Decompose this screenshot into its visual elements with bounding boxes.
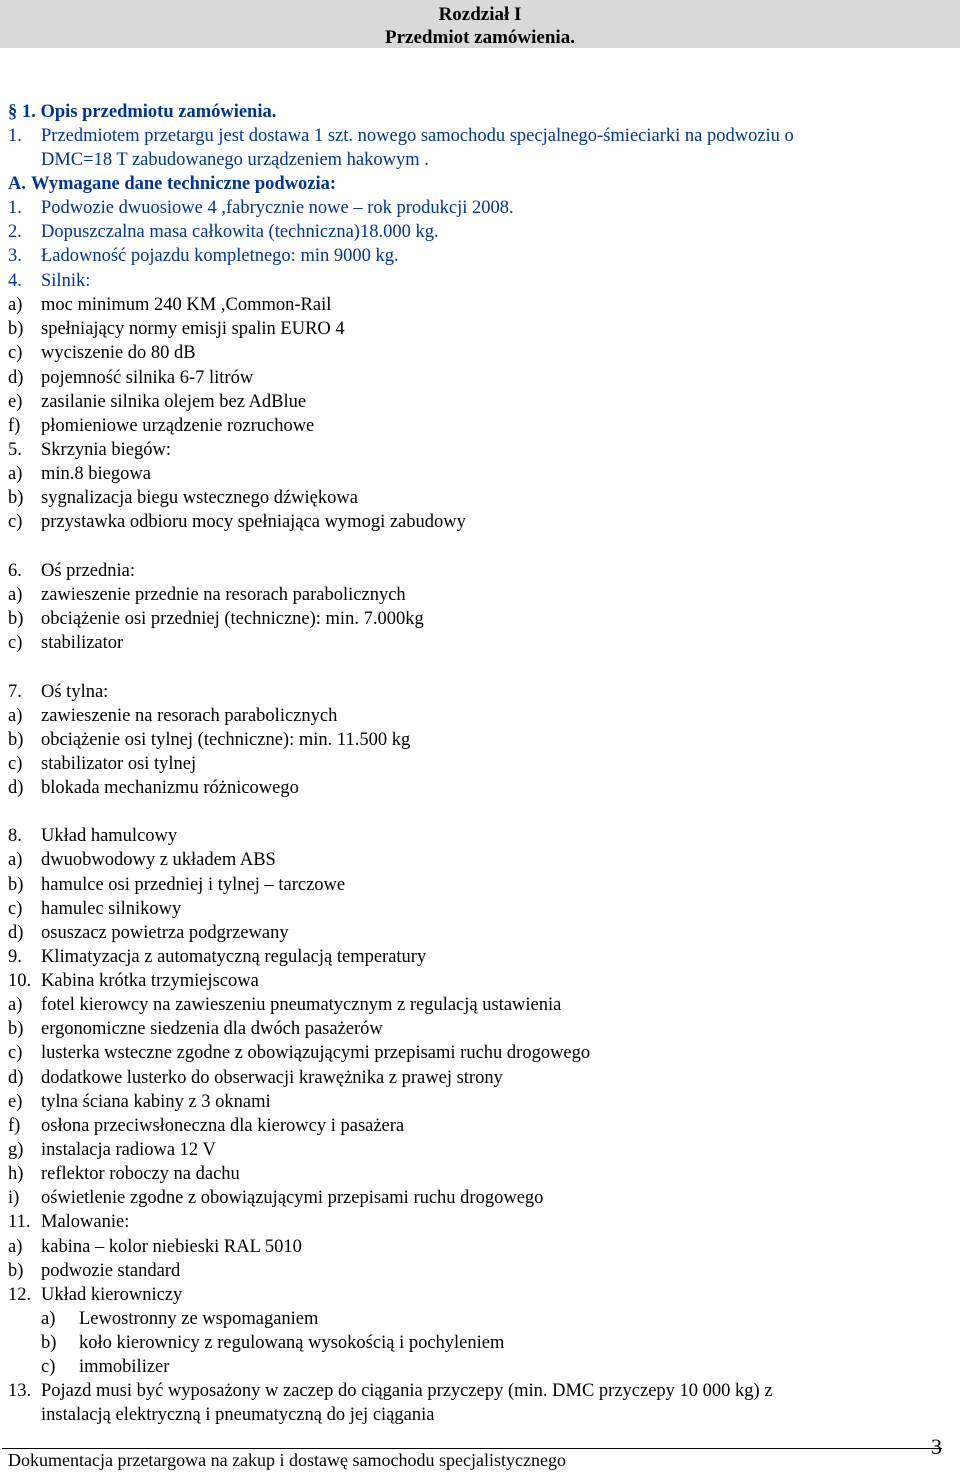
item-number: c) xyxy=(8,1043,23,1063)
item-text: tylna ściana kabiny z 3 oknami xyxy=(41,1092,271,1112)
item-number: b) xyxy=(8,875,24,895)
item-text: Podwozie dwuosiowe 4 ,fabrycznie nowe – rok produkcji 2008. xyxy=(41,198,514,218)
item-number: d) xyxy=(8,923,24,943)
item-number: h) xyxy=(8,1164,24,1184)
item-number: e) xyxy=(8,392,23,412)
item-number: f) xyxy=(8,1116,21,1136)
item-text: lusterka wsteczne zgodne z obowiązującymi przepisami ruchu drogowego xyxy=(41,1043,591,1063)
item-number: 6. xyxy=(8,561,22,581)
item-text: zawieszenie przednie na resorach parabolicznych xyxy=(41,585,406,605)
item-number: 4. xyxy=(8,271,22,291)
item-number: b) xyxy=(8,730,24,750)
section-header xyxy=(0,0,960,48)
item-text: osłona przeciwsłoneczna dla kierowcy i pasażera xyxy=(41,1116,405,1136)
item-text: wyciszenie do 80 dB xyxy=(41,343,196,363)
item-text: zawieszenie na resorach parabolicznych xyxy=(41,706,338,726)
item-number: c) xyxy=(41,1357,56,1377)
item-text: Lewostronny ze wspomaganiem xyxy=(79,1309,319,1329)
page-number: 3 xyxy=(931,1434,942,1459)
item-number: b) xyxy=(8,609,24,629)
item-number: a) xyxy=(8,464,23,484)
item-text: reflektor roboczy na dachu xyxy=(41,1164,240,1184)
item-text: hamulce osi przedniej i tylnej – tarczowe xyxy=(41,875,346,895)
item-text: Kabina krótka trzymiejscowa xyxy=(41,971,259,991)
item-text: Układ kierowniczy xyxy=(41,1285,183,1305)
item-text: przystawka odbioru mocy spełniająca wymogi zabudowy xyxy=(41,512,466,532)
item-text: obciążenie osi tylnej (techniczne): min. 11.500 kg xyxy=(41,730,411,750)
item-text: koło kierownicy z regulowaną wysokością i pochyleniem xyxy=(79,1333,505,1353)
page-footer xyxy=(0,1448,960,1472)
item-text: pojemność silnika 6-7 litrów xyxy=(41,368,254,388)
item-number: 12. xyxy=(8,1285,32,1305)
item-number: d) xyxy=(8,778,24,798)
item-number: a) xyxy=(8,1237,23,1257)
item-text: stabilizator osi tylnej xyxy=(41,754,197,774)
item-number: 7. xyxy=(8,682,22,702)
item-text: dodatkowe lusterko do obserwacji krawężnika z prawej strony xyxy=(41,1068,503,1088)
item-number: a) xyxy=(8,706,23,726)
item-number: 9. xyxy=(8,947,22,967)
item-text: płomieniowe urządzenie rozruchowe xyxy=(41,416,315,436)
item-text: Malowanie: xyxy=(41,1212,130,1232)
item-number: b) xyxy=(8,1261,24,1281)
item-text: hamulec silnikowy xyxy=(41,899,182,919)
item-number: 5. xyxy=(8,440,22,460)
item-number: 2. xyxy=(8,222,22,242)
item-text: stabilizator xyxy=(41,633,124,653)
item-text: moc minimum 240 KM ,Common-Rail xyxy=(41,295,332,315)
item-number: c) xyxy=(8,754,23,774)
item-number: 10. xyxy=(8,971,32,991)
item-text: instalacją elektryczną i pneumatyczną do jej ciągania xyxy=(41,1405,435,1425)
item-number: b) xyxy=(8,1019,24,1039)
item-number: a) xyxy=(8,585,23,605)
item-text: podwozie standard xyxy=(41,1261,181,1281)
item-text: blokada mechanizmu różnicowego xyxy=(41,778,299,798)
item-text: Oś tylna: xyxy=(41,682,109,702)
item-number: c) xyxy=(8,512,23,532)
item-text: Dopuszczalna masa całkowita (techniczna)18.000 kg. xyxy=(41,222,439,242)
item-number: § xyxy=(8,102,18,122)
item-text: Silnik: xyxy=(41,271,91,291)
item-text: ergonomiczne siedzenia dla dwóch pasażerów xyxy=(41,1019,383,1039)
item-number: 13. xyxy=(8,1381,32,1401)
item-text: sygnalizacja biegu wstecznego dźwiękowa xyxy=(41,488,358,508)
item-text: fotel kierowcy na zawieszeniu pneumatycznym z regulacją ustawienia xyxy=(41,995,562,1015)
section-title: Rozdział I xyxy=(438,4,522,25)
item-text: Układ hamulcowy xyxy=(41,826,178,846)
item-text: Przedmiotem przetargu jest dostawa 1 szt. nowego samochodu specjalnego-śmieciarki na podwoziu o xyxy=(41,126,794,146)
item-text: obciążenie osi przedniej (techniczne): min. 7.000kg xyxy=(41,609,424,629)
item-number: d) xyxy=(8,1068,24,1088)
item-number: a) xyxy=(41,1309,56,1329)
item-number: a) xyxy=(8,995,23,1015)
item-text: Skrzynia biegów: xyxy=(41,440,171,460)
item-text: oświetlenie zgodne z obowiązującymi przepisami ruchu drogowego xyxy=(41,1188,544,1208)
item-text: instalacja radiowa 12 V xyxy=(41,1140,216,1160)
item-text: Klimatyzacja z automatyczną regulacją temperatury xyxy=(41,947,427,967)
item-text: spełniający normy emisji spalin EURO 4 xyxy=(41,319,345,339)
item-text: DMC=18 T zabudowanego urządzeniem hakowym . xyxy=(41,150,429,170)
item-number: g) xyxy=(8,1140,24,1160)
item-number: c) xyxy=(8,899,23,919)
item-number: 3. xyxy=(8,246,22,266)
item-text: min.8 biegowa xyxy=(41,464,151,484)
item-text: Oś przednia: xyxy=(41,561,136,581)
item-number: a) xyxy=(8,295,23,315)
item-number: c) xyxy=(8,343,23,363)
footer-rule xyxy=(2,1448,942,1449)
item-number: b) xyxy=(8,488,24,508)
item-text: Wymagane dane techniczne podwozia: xyxy=(31,174,337,194)
item-text: Ładowność pojazdu kompletnego: min 9000 kg. xyxy=(41,246,399,266)
item-number: d) xyxy=(8,368,24,388)
item-number: 11. xyxy=(8,1212,31,1232)
item-text: immobilizer xyxy=(79,1357,170,1377)
item-text: dwuobwodowy z układem ABS xyxy=(41,850,276,870)
item-text: osuszacz powietrza podgrzewany xyxy=(41,923,289,943)
item-number: A. xyxy=(8,174,26,194)
item-text: zasilanie silnika olejem bez AdBlue xyxy=(41,392,307,412)
item-number: c) xyxy=(8,633,23,653)
footer-text: Dokumentacja przetargowa na zakup i dostawę samochodu specjalistycznego xyxy=(8,1450,566,1470)
item-number: f) xyxy=(8,416,21,436)
section-subtitle: Przedmiot zamówienia. xyxy=(385,27,575,48)
item-number: b) xyxy=(41,1333,57,1353)
item-text: kabina – kolor niebieski RAL 5010 xyxy=(41,1237,302,1257)
item-number: e) xyxy=(8,1092,23,1112)
item-number: i) xyxy=(8,1188,20,1208)
item-number: b) xyxy=(8,319,24,339)
item-text: Pojazd musi być wyposażony w zaczep do ciągania przyczepy (min. DMC przyczepy 10 000 kg) z xyxy=(41,1381,773,1401)
item-number: a) xyxy=(8,850,23,870)
item-number: 8. xyxy=(8,826,22,846)
item-number: 1. xyxy=(8,126,22,146)
item-text: 1. Opis przedmiotu zamówienia. xyxy=(22,102,277,122)
item-number: 1. xyxy=(8,198,22,218)
